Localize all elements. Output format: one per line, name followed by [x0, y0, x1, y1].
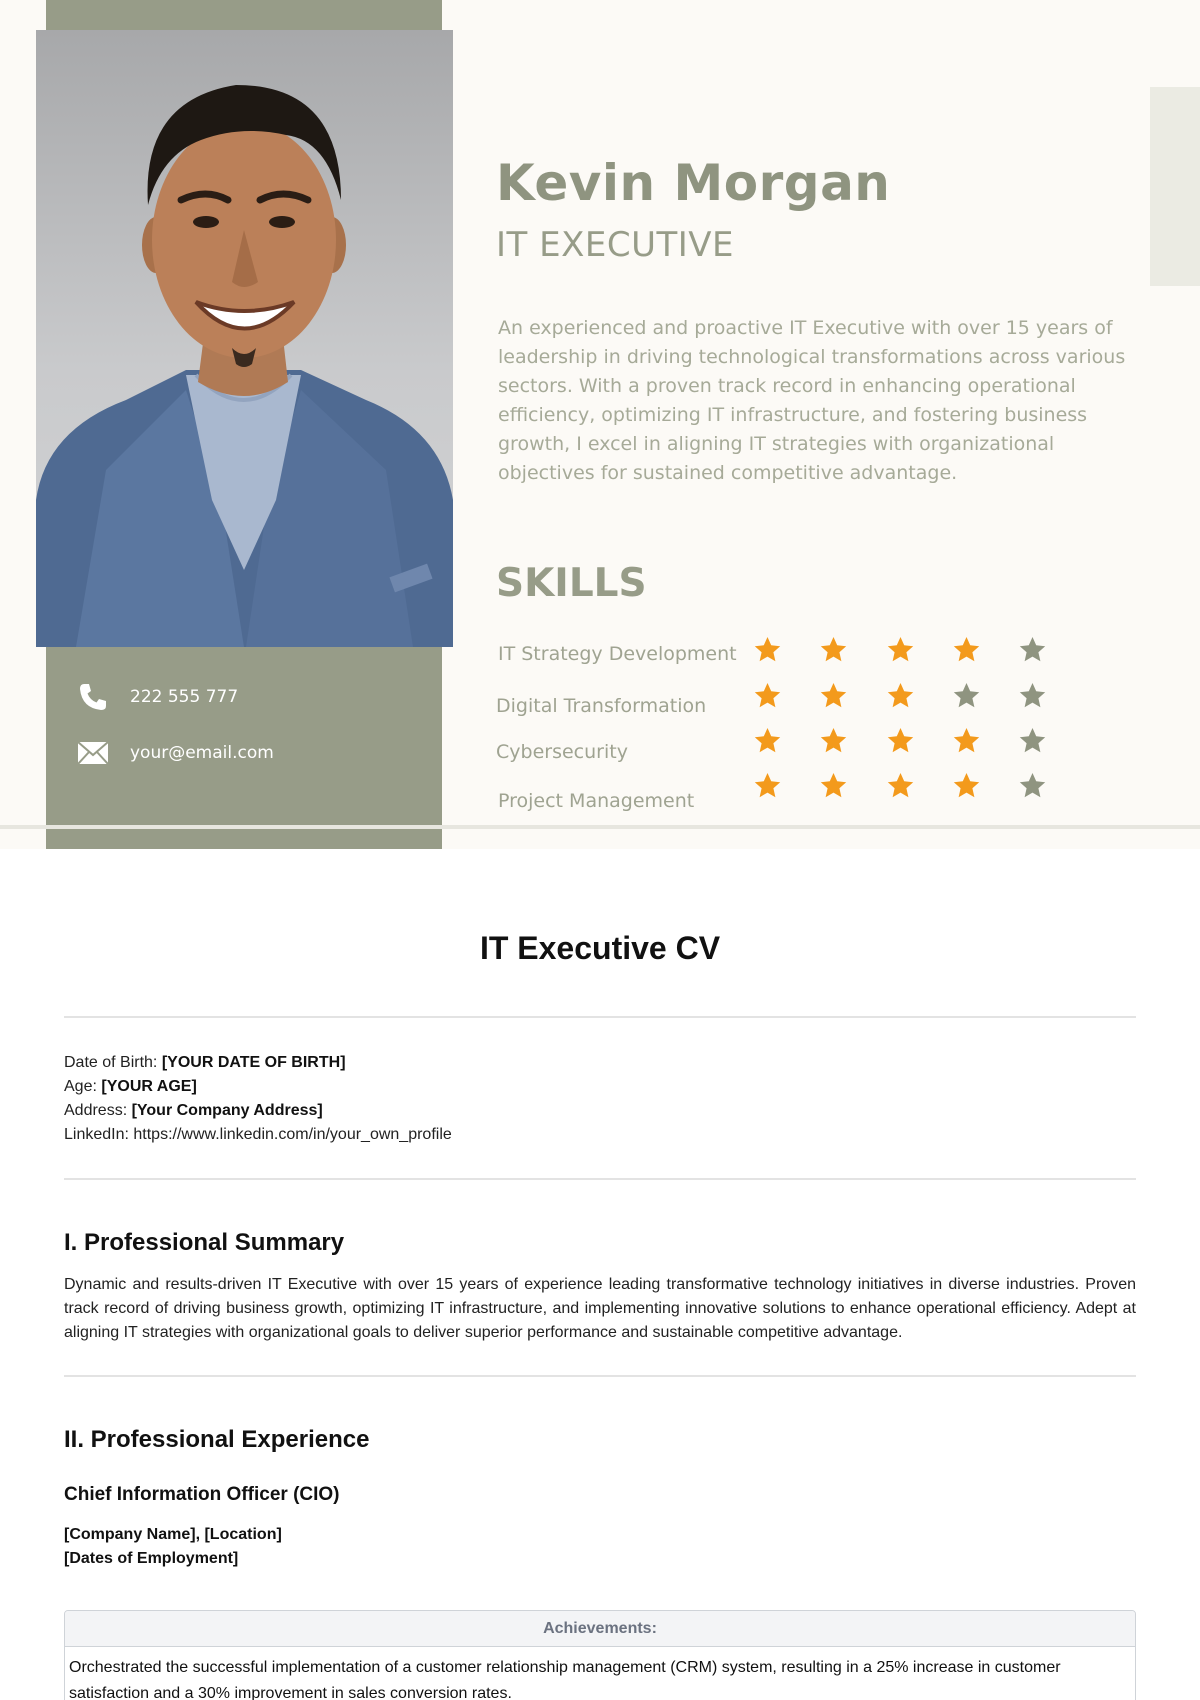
star-filled-icon — [887, 727, 914, 754]
company-location: [Company Name], [Location] — [64, 1526, 282, 1543]
address-label: Address: — [64, 1102, 128, 1119]
dob-value: [YOUR DATE OF BIRTH] — [161, 1054, 346, 1071]
achievement-item: Orchestrated the successful implementation of a customer relationship management (CRM) system, resulting in a 25% increase in customer satisfaction and a 30% improvement in sales conversion rates. — [69, 1659, 1061, 1700]
star-filled-icon — [754, 772, 781, 799]
star-filled-icon — [887, 772, 914, 799]
age-value: [YOUR AGE] — [101, 1078, 197, 1095]
star-filled-icon — [953, 636, 980, 663]
divider — [64, 1375, 1136, 1377]
star-empty-icon — [1019, 682, 1046, 709]
dob-label: Date of Birth: — [64, 1054, 158, 1071]
divider — [64, 1178, 1136, 1180]
star-empty-icon — [1019, 636, 1046, 663]
skill-label: Project Management — [498, 790, 695, 812]
achievements-table — [64, 1610, 1136, 1700]
star-empty-icon — [953, 682, 980, 709]
dob-line — [64, 1054, 346, 1072]
summary-text: Dynamic and results-driven IT Executive with over 15 years of experience leading transformative technology initiatives in diverse industries. Proven track record of driving business growth, optimizing IT infrastructure, and implementing innovative solutions to enhance operational efficiency. Adept at aligning IT strategies with organizational goals to deliver superior performance and sustainable competitive advantage. — [64, 1276, 1136, 1341]
skills-heading: SKILLS — [496, 561, 647, 606]
star-filled-icon — [887, 682, 914, 709]
star-filled-icon — [820, 727, 847, 754]
achievements-header: Achievements: — [65, 1611, 1135, 1647]
star-filled-icon — [953, 727, 980, 754]
linkedin-label: LinkedIn: — [64, 1126, 129, 1143]
skill-label: Digital Transformation — [496, 695, 707, 717]
candidate-title: IT EXECUTIVE — [496, 225, 735, 265]
candidate-name: Kevin Morgan — [496, 154, 891, 212]
employment-dates: [Dates of Employment] — [64, 1550, 239, 1567]
star-filled-icon — [820, 682, 847, 709]
divider — [64, 1016, 1136, 1018]
decorative-tab — [1150, 87, 1200, 286]
profile-bio: An experienced and proactive IT Executive with over 15 years of leadership in driving technological transformations across various sectors. With a proven track record in enhancing operational efficiency, optimizing IT infrastructure, and fostering business growth, I excel in aligning IT strategies with organizational objectives for sustained competitive advantage. — [498, 317, 1126, 484]
skill-label: IT Strategy Development — [498, 643, 737, 665]
experience-heading: II. Professional Experience — [64, 1426, 370, 1453]
linkedin-line — [64, 1126, 452, 1144]
profile-photo — [36, 30, 453, 647]
age-label: Age: — [64, 1078, 97, 1095]
linkedin-link[interactable]: https://www.linkedin.com/in/your_own_profile — [133, 1126, 452, 1143]
hero-divider — [0, 825, 1200, 829]
job-title: Chief Information Officer (CIO) — [64, 1484, 340, 1505]
phone-number: 222 555 777 — [130, 687, 239, 707]
portrait-illustration — [36, 30, 453, 647]
star-empty-icon — [1019, 727, 1046, 754]
star-filled-icon — [754, 682, 781, 709]
email-address: your@email.com — [130, 743, 274, 763]
phone-icon — [76, 680, 110, 714]
skill-label: Cybersecurity — [496, 741, 628, 763]
contact-phone[interactable] — [76, 680, 238, 714]
contact-email[interactable] — [76, 736, 274, 770]
resume-hero — [0, 0, 1200, 849]
address-value: [Your Company Address] — [131, 1102, 323, 1119]
star-filled-icon — [754, 727, 781, 754]
star-filled-icon — [820, 772, 847, 799]
address-line — [64, 1102, 323, 1120]
star-filled-icon — [754, 636, 781, 663]
envelope-icon — [76, 736, 110, 770]
summary-heading: I. Professional Summary — [64, 1229, 345, 1256]
age-line — [64, 1078, 197, 1096]
document-title: IT Executive CV — [479, 930, 721, 966]
star-empty-icon — [1019, 772, 1046, 799]
star-filled-icon — [820, 636, 847, 663]
star-filled-icon — [953, 772, 980, 799]
star-filled-icon — [887, 636, 914, 663]
